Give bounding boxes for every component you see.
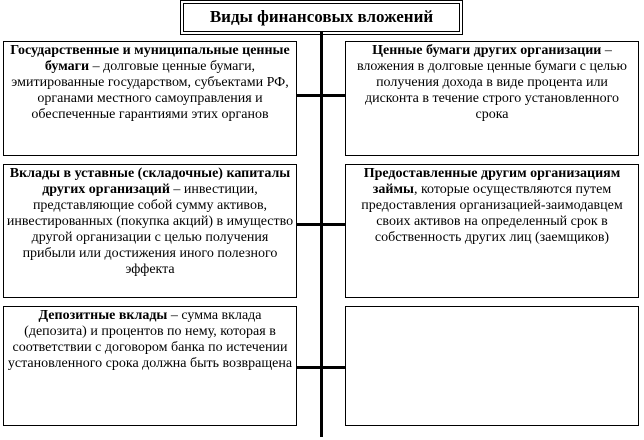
diagram-title: Виды финансовых вложений: [183, 3, 460, 32]
box-term: Вклады в уставные (складочные) капиталы других организаций: [9, 166, 291, 197]
connector-row-3: [297, 366, 345, 369]
box-separator: –: [601, 43, 612, 58]
box-loans-to-other-orgs: [345, 164, 639, 298]
box-deposit-contributions: [3, 306, 297, 426]
box-other-org-securities: [345, 41, 639, 156]
vertical-trunk-line: [320, 32, 323, 437]
box-term: Ценные бумаги других организации: [372, 43, 602, 58]
connector-row-1: [297, 94, 345, 97]
box-separator: –: [167, 308, 182, 323]
box-separator: –: [89, 59, 104, 74]
box-term: Депозитные вклады: [38, 308, 168, 323]
box-description: сумма вклада (депозита) и процентов по нему, которая в соответствии с договором банка по истечении установленного срока должна быть возвращена: [7, 308, 293, 371]
connector-row-2: [297, 223, 345, 226]
box-empty: [345, 306, 639, 426]
box-separator: ,: [413, 182, 421, 197]
box-state-municipal-securities: [3, 41, 297, 156]
box-description: которые осуществляются путем предоставления организацией-заимодавцем своих активов на определенный срок в собственность других лиц (заемщиков): [361, 182, 623, 245]
box-term: Государственные и муниципальные ценные бумаги: [10, 43, 290, 74]
box-description: инвестиции, представляющие собой сумму активов, инвестированных (покупка акций) в имущество другой организации с целью получения прибыли или достижения иного полезного эффекта: [6, 182, 294, 277]
box-term: Предоставленные другим организациям займы: [363, 166, 621, 197]
box-description: долговые ценные бумаги, эмитированные государством, субъектами РФ, органами местного самоуправления и обеспеченные гарантиями этих органов: [11, 59, 289, 122]
box-separator: –: [169, 182, 184, 197]
box-authorized-capital-contributions: [3, 164, 297, 298]
box-description: вложения в долговые ценные бумаги с целью получения дохода в виде процента или дисконта в течение строго установленного срока: [356, 59, 628, 122]
